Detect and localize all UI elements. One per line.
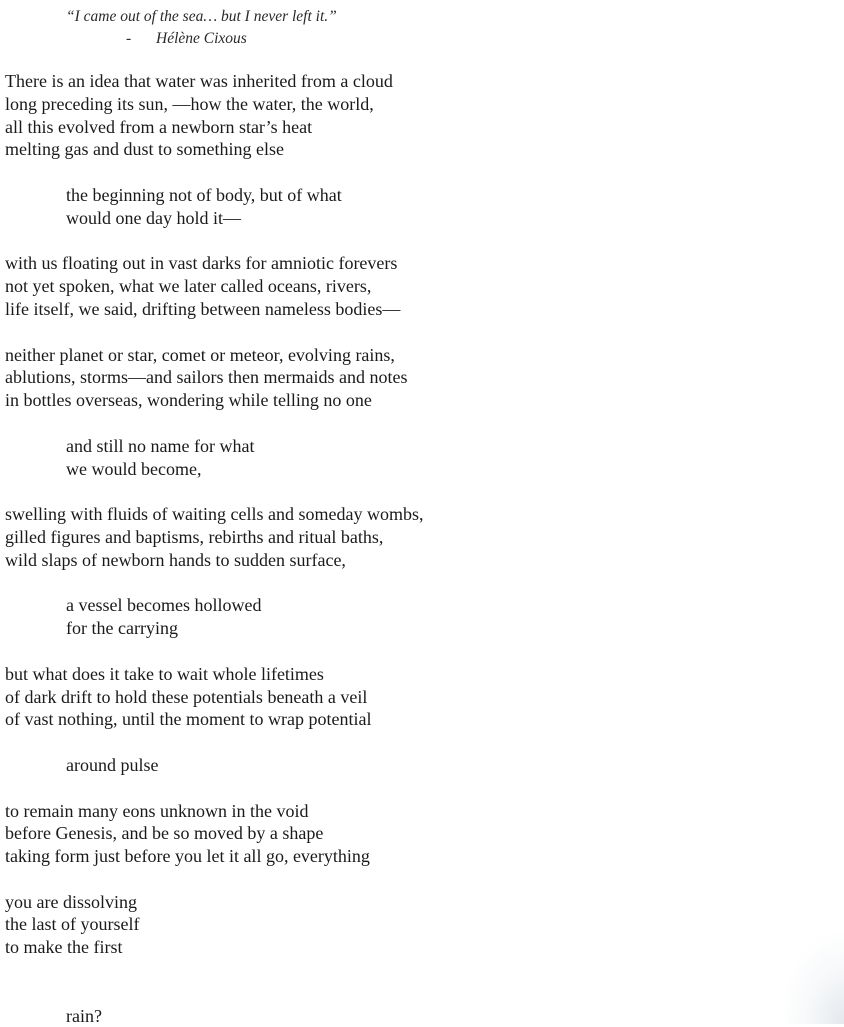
poem-line: the beginning not of body, but of what xyxy=(66,184,342,205)
poem-line: all this evolved from a newborn star’s heat xyxy=(5,116,313,137)
poem-line: the last of yourself xyxy=(5,914,140,935)
stanza-break xyxy=(5,321,825,344)
poem-line: gilled figures and baptisms, rebirths and ritual baths, xyxy=(5,526,384,547)
poem-line: melting gas and dust to something else xyxy=(5,139,284,160)
stanza-break xyxy=(5,640,825,663)
poem-line: for the carrying xyxy=(66,618,178,639)
poem-line: of vast nothing, until the moment to wrap potential xyxy=(5,709,372,730)
epigraph xyxy=(66,6,337,50)
poem-line: neither planet or star, comet or meteor, evolving rains, xyxy=(5,344,395,365)
stanza xyxy=(5,252,825,320)
poem-line: to remain many eons unknown in the void xyxy=(5,800,309,821)
poem-line: a vessel becomes hollowed xyxy=(66,595,262,616)
stanza-break xyxy=(5,777,825,800)
poem-line: life itself, we said, drifting between nameless bodies— xyxy=(5,298,401,319)
stanza-break xyxy=(5,868,825,891)
poem-line: would one day hold it— xyxy=(66,207,241,228)
stanza-break xyxy=(5,161,825,184)
page-corner-shadow xyxy=(784,934,844,1024)
poem-body xyxy=(5,70,825,1027)
stanza-break xyxy=(5,230,825,253)
poem-line: ablutions, storms—and sailors then mermaids and notes xyxy=(5,367,408,388)
epigraph-author: Hélène Cixous xyxy=(156,30,247,47)
stanza xyxy=(5,70,825,161)
poem-line: and still no name for what xyxy=(66,435,255,456)
poem-line: you are dissolving xyxy=(5,891,137,912)
stanza-break xyxy=(5,572,825,595)
poem-line: long preceding its sun, —how the water, the world, xyxy=(5,93,374,114)
stanza xyxy=(5,435,825,481)
poem-line: to make the first xyxy=(5,937,123,958)
stanza xyxy=(5,800,825,868)
epigraph-attribution xyxy=(66,28,337,50)
poem-line: taking form just before you let it all go, everything xyxy=(5,846,370,867)
stanza xyxy=(5,184,825,230)
stanza xyxy=(5,663,825,731)
stanza xyxy=(5,891,825,959)
poem-line: swelling with fluids of waiting cells and someday wombs, xyxy=(5,504,424,525)
stanza-break xyxy=(5,959,825,1005)
poem-line: wild slaps of newborn hands to sudden surface, xyxy=(5,549,346,570)
poem-line: not yet spoken, what we later called oceans, rivers, xyxy=(5,276,372,297)
stanza-break xyxy=(5,731,825,754)
stanza xyxy=(5,503,825,571)
poem-line: but what does it take to wait whole lifetimes xyxy=(5,663,324,684)
poem-line: rain? xyxy=(66,1005,102,1026)
stanza-break xyxy=(5,480,825,503)
attribution-dash: - xyxy=(126,30,132,47)
poem-line: before Genesis, and be so moved by a shape xyxy=(5,823,324,844)
poem-line: we would become, xyxy=(66,458,202,479)
epigraph-quote: “I came out of the sea… but I never left it.” xyxy=(66,8,337,25)
poem-line: with us floating out in vast darks for amniotic forevers xyxy=(5,253,398,274)
stanza-break xyxy=(5,412,825,435)
poem-line: around pulse xyxy=(66,754,159,775)
poem-line: There is an idea that water was inherited from a cloud xyxy=(5,71,393,91)
poem-line: in bottles overseas, wondering while telling no one xyxy=(5,390,372,411)
stanza xyxy=(5,754,825,777)
stanza xyxy=(5,344,825,412)
poem-line: of dark drift to hold these potentials beneath a veil xyxy=(5,686,368,707)
stanza xyxy=(5,594,825,640)
